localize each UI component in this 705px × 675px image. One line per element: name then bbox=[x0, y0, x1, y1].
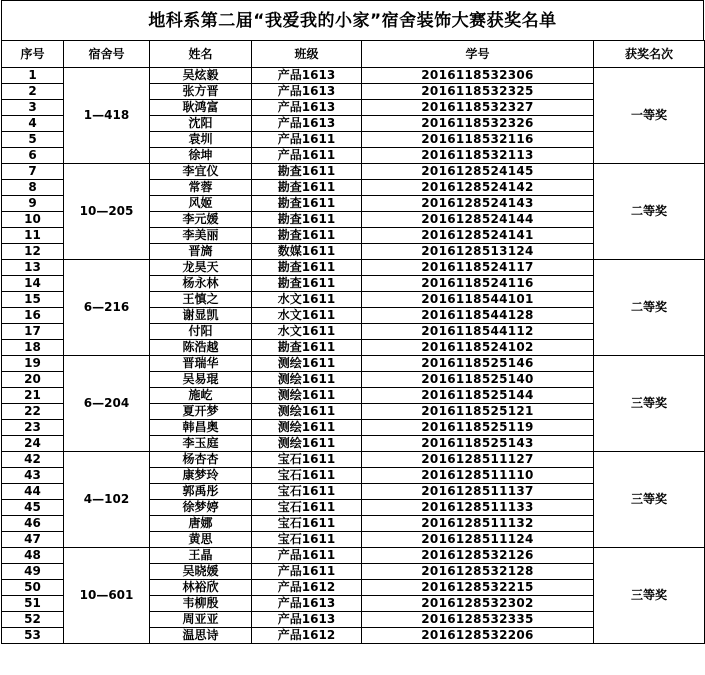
student-name: 杨永林 bbox=[150, 276, 252, 292]
class-name: 产品1612 bbox=[252, 628, 362, 644]
row-number: 48 bbox=[2, 548, 64, 564]
prize-rank: 二等奖 bbox=[594, 164, 705, 260]
row-number: 6 bbox=[2, 148, 64, 164]
student-name: 李玉庭 bbox=[150, 436, 252, 452]
student-name: 李美丽 bbox=[150, 228, 252, 244]
student-name: 付阳 bbox=[150, 324, 252, 340]
row-number: 10 bbox=[2, 212, 64, 228]
class-name: 产品1611 bbox=[252, 132, 362, 148]
row-number: 47 bbox=[2, 532, 64, 548]
row-number: 20 bbox=[2, 372, 64, 388]
student-name: 施屹 bbox=[150, 388, 252, 404]
student-name: 徐梦婷 bbox=[150, 500, 252, 516]
room-number: 6—216 bbox=[64, 260, 150, 356]
student-id: 2016128511127 bbox=[362, 452, 594, 468]
student-name: 吴晓媛 bbox=[150, 564, 252, 580]
student-name: 韦柳殷 bbox=[150, 596, 252, 612]
row-number: 53 bbox=[2, 628, 64, 644]
row-number: 7 bbox=[2, 164, 64, 180]
student-id: 2016118525121 bbox=[362, 404, 594, 420]
room-number: 10—601 bbox=[64, 548, 150, 644]
student-id: 2016118532113 bbox=[362, 148, 594, 164]
table-row bbox=[2, 356, 705, 372]
student-id: 2016128511133 bbox=[362, 500, 594, 516]
student-name: 常蓉 bbox=[150, 180, 252, 196]
row-number: 12 bbox=[2, 244, 64, 260]
table-row bbox=[2, 452, 705, 468]
class-name: 产品1611 bbox=[252, 564, 362, 580]
student-id: 2016128524141 bbox=[362, 228, 594, 244]
student-name: 吴易琨 bbox=[150, 372, 252, 388]
class-name: 勘查1611 bbox=[252, 164, 362, 180]
prize-rank: 三等奖 bbox=[594, 548, 705, 644]
row-number: 46 bbox=[2, 516, 64, 532]
room-number: 10—205 bbox=[64, 164, 150, 260]
class-name: 产品1613 bbox=[252, 68, 362, 84]
student-id: 2016118525144 bbox=[362, 388, 594, 404]
student-name: 龙昊天 bbox=[150, 260, 252, 276]
student-id: 2016128511124 bbox=[362, 532, 594, 548]
class-name: 宝石1611 bbox=[252, 532, 362, 548]
room-number: 4—102 bbox=[64, 452, 150, 548]
student-name: 唐娜 bbox=[150, 516, 252, 532]
class-name: 勘查1611 bbox=[252, 276, 362, 292]
student-id: 2016118544112 bbox=[362, 324, 594, 340]
student-id: 2016128524144 bbox=[362, 212, 594, 228]
row-number: 52 bbox=[2, 612, 64, 628]
student-id: 2016118532306 bbox=[362, 68, 594, 84]
class-name: 产品1613 bbox=[252, 596, 362, 612]
class-name: 宝石1611 bbox=[252, 500, 362, 516]
row-number: 2 bbox=[2, 84, 64, 100]
student-name: 张方晋 bbox=[150, 84, 252, 100]
student-id: 2016128511132 bbox=[362, 516, 594, 532]
row-number: 3 bbox=[2, 100, 64, 116]
student-name: 吴炫毅 bbox=[150, 68, 252, 84]
table-row bbox=[2, 548, 705, 564]
class-name: 测绘1611 bbox=[252, 420, 362, 436]
prize-rank: 三等奖 bbox=[594, 356, 705, 452]
row-number: 23 bbox=[2, 420, 64, 436]
student-name: 王慎之 bbox=[150, 292, 252, 308]
row-number: 5 bbox=[2, 132, 64, 148]
row-number: 50 bbox=[2, 580, 64, 596]
student-id: 2016128532128 bbox=[362, 564, 594, 580]
table-body bbox=[2, 68, 705, 644]
class-name: 测绘1611 bbox=[252, 356, 362, 372]
class-name: 勘查1611 bbox=[252, 180, 362, 196]
row-number: 15 bbox=[2, 292, 64, 308]
class-name: 产品1612 bbox=[252, 580, 362, 596]
class-name: 水文1611 bbox=[252, 292, 362, 308]
student-name: 沈阳 bbox=[150, 116, 252, 132]
student-name: 林裕欣 bbox=[150, 580, 252, 596]
class-name: 勘查1611 bbox=[252, 196, 362, 212]
student-name: 晋瑞华 bbox=[150, 356, 252, 372]
student-id: 2016118525146 bbox=[362, 356, 594, 372]
student-name: 袁圳 bbox=[150, 132, 252, 148]
class-name: 勘查1611 bbox=[252, 340, 362, 356]
class-name: 测绘1611 bbox=[252, 388, 362, 404]
class-name: 产品1613 bbox=[252, 116, 362, 132]
row-number: 4 bbox=[2, 116, 64, 132]
room-number: 1—418 bbox=[64, 68, 150, 164]
row-number: 21 bbox=[2, 388, 64, 404]
student-id: 2016118525140 bbox=[362, 372, 594, 388]
class-name: 产品1611 bbox=[252, 548, 362, 564]
prize-rank: 二等奖 bbox=[594, 260, 705, 356]
row-number: 9 bbox=[2, 196, 64, 212]
class-name: 水文1611 bbox=[252, 324, 362, 340]
header-student-id: 学号 bbox=[362, 41, 594, 68]
student-name: 谢显凯 bbox=[150, 308, 252, 324]
class-name: 测绘1611 bbox=[252, 372, 362, 388]
prize-rank: 三等奖 bbox=[594, 452, 705, 548]
class-name: 勘查1611 bbox=[252, 212, 362, 228]
student-name: 王晶 bbox=[150, 548, 252, 564]
class-name: 数媒1611 bbox=[252, 244, 362, 260]
row-number: 43 bbox=[2, 468, 64, 484]
class-name: 水文1611 bbox=[252, 308, 362, 324]
class-name: 宝石1611 bbox=[252, 468, 362, 484]
student-id: 2016118524117 bbox=[362, 260, 594, 276]
prize-rank: 一等奖 bbox=[594, 68, 705, 164]
row-number: 17 bbox=[2, 324, 64, 340]
class-name: 宝石1611 bbox=[252, 516, 362, 532]
student-name: 黄思 bbox=[150, 532, 252, 548]
row-number: 11 bbox=[2, 228, 64, 244]
student-id: 2016118532326 bbox=[362, 116, 594, 132]
student-name: 郭禹彤 bbox=[150, 484, 252, 500]
row-number: 51 bbox=[2, 596, 64, 612]
student-name: 李元媛 bbox=[150, 212, 252, 228]
header-class: 班级 bbox=[252, 41, 362, 68]
class-name: 产品1613 bbox=[252, 84, 362, 100]
class-name: 勘查1611 bbox=[252, 228, 362, 244]
row-number: 19 bbox=[2, 356, 64, 372]
table-row bbox=[2, 68, 705, 84]
student-name: 李宜仪 bbox=[150, 164, 252, 180]
row-number: 14 bbox=[2, 276, 64, 292]
award-table bbox=[1, 40, 705, 644]
student-name: 杨杏杏 bbox=[150, 452, 252, 468]
student-name: 陈浩越 bbox=[150, 340, 252, 356]
student-id: 2016118525119 bbox=[362, 420, 594, 436]
row-number: 16 bbox=[2, 308, 64, 324]
header-prize: 获奖名次 bbox=[594, 41, 705, 68]
class-name: 产品1611 bbox=[252, 148, 362, 164]
student-name: 风姬 bbox=[150, 196, 252, 212]
student-name: 晋旖 bbox=[150, 244, 252, 260]
student-id: 2016118544101 bbox=[362, 292, 594, 308]
student-id: 2016128532302 bbox=[362, 596, 594, 612]
student-name: 周亚亚 bbox=[150, 612, 252, 628]
class-name: 宝石1611 bbox=[252, 484, 362, 500]
student-name: 韩昌奥 bbox=[150, 420, 252, 436]
student-id: 2016118525143 bbox=[362, 436, 594, 452]
sheet-title: 地科系第二届“我爱我的小家”宿舍装饰大赛获奖名单 bbox=[1, 0, 704, 40]
student-id: 2016128524145 bbox=[362, 164, 594, 180]
student-id: 2016118532327 bbox=[362, 100, 594, 116]
student-id: 2016128511137 bbox=[362, 484, 594, 500]
header-no: 序号 bbox=[2, 41, 64, 68]
student-id: 2016128524142 bbox=[362, 180, 594, 196]
student-id: 2016118532116 bbox=[362, 132, 594, 148]
row-number: 18 bbox=[2, 340, 64, 356]
student-name: 徐坤 bbox=[150, 148, 252, 164]
class-name: 产品1613 bbox=[252, 612, 362, 628]
row-number: 24 bbox=[2, 436, 64, 452]
row-number: 13 bbox=[2, 260, 64, 276]
student-id: 2016128532335 bbox=[362, 612, 594, 628]
table-row bbox=[2, 260, 705, 276]
student-name: 康梦玲 bbox=[150, 468, 252, 484]
class-name: 产品1613 bbox=[252, 100, 362, 116]
row-number: 44 bbox=[2, 484, 64, 500]
row-number: 45 bbox=[2, 500, 64, 516]
class-name: 勘查1611 bbox=[252, 260, 362, 276]
student-id: 2016128532215 bbox=[362, 580, 594, 596]
row-number: 22 bbox=[2, 404, 64, 420]
room-number: 6—204 bbox=[64, 356, 150, 452]
header-name: 姓名 bbox=[150, 41, 252, 68]
class-name: 测绘1611 bbox=[252, 404, 362, 420]
header-row bbox=[2, 41, 705, 68]
student-id: 2016118544128 bbox=[362, 308, 594, 324]
student-name: 温思诗 bbox=[150, 628, 252, 644]
student-id: 2016128511110 bbox=[362, 468, 594, 484]
row-number: 8 bbox=[2, 180, 64, 196]
row-number: 1 bbox=[2, 68, 64, 84]
student-name: 夏开梦 bbox=[150, 404, 252, 420]
table-row bbox=[2, 164, 705, 180]
student-id: 2016128513124 bbox=[362, 244, 594, 260]
student-id: 2016118524102 bbox=[362, 340, 594, 356]
student-id: 2016118532325 bbox=[362, 84, 594, 100]
student-name: 耿鸿富 bbox=[150, 100, 252, 116]
class-name: 宝石1611 bbox=[252, 452, 362, 468]
award-sheet bbox=[1, 0, 704, 644]
class-name: 测绘1611 bbox=[252, 436, 362, 452]
student-id: 2016128532206 bbox=[362, 628, 594, 644]
row-number: 49 bbox=[2, 564, 64, 580]
student-id: 2016128532126 bbox=[362, 548, 594, 564]
student-id: 2016118524116 bbox=[362, 276, 594, 292]
student-id: 2016128524143 bbox=[362, 196, 594, 212]
header-room: 宿舍号 bbox=[64, 41, 150, 68]
row-number: 42 bbox=[2, 452, 64, 468]
